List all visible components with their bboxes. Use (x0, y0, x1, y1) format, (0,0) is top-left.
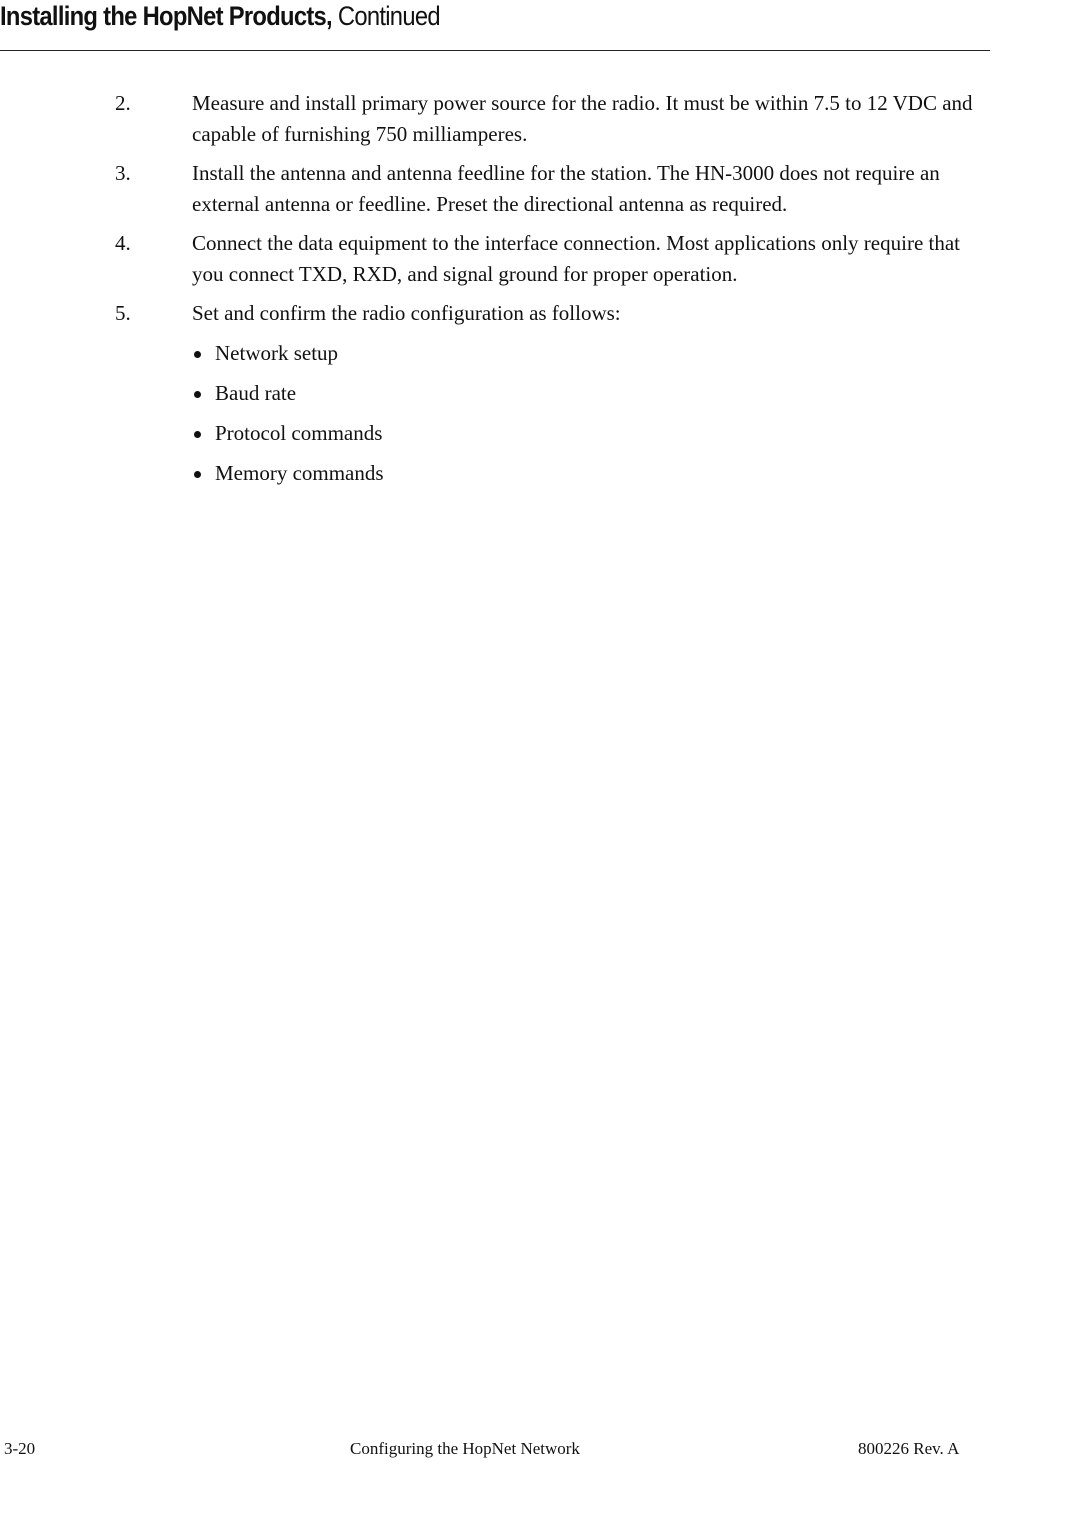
list-item-label: Protocol commands (215, 421, 383, 445)
step-text: Measure and install primary power source for the radio. It must be within 7.5 to 12 VDC and capable of furnishing 750 milliamperes. (192, 91, 973, 146)
list-item (192, 338, 1066, 369)
bullet-icon (194, 471, 201, 478)
bullet-icon (194, 391, 201, 398)
list-item (192, 458, 1066, 489)
list-item (192, 418, 1066, 449)
step-number: 2. (115, 91, 131, 115)
list-item-label: Baud rate (215, 381, 297, 405)
page-title-main: Installing the HopNet Products, (0, 1, 332, 31)
page-title (0, 0, 440, 32)
installation-steps (0, 88, 1066, 498)
step-number: 5. (115, 301, 131, 325)
bullet-icon (194, 431, 201, 438)
configuration-list (192, 338, 1066, 489)
step-text: Connect the data equipment to the interface connection. Most applications only require that you connect TXD, RXD, and signal ground for proper operation. (192, 231, 961, 286)
step-text: Set and confirm the radio configuration as follows: (192, 301, 621, 325)
step-number: 3. (115, 161, 131, 185)
header-divider (0, 50, 990, 51)
step-item (0, 158, 1066, 220)
step-item (0, 228, 1066, 290)
step-item (0, 88, 1066, 150)
step-number: 4. (115, 231, 131, 255)
list-item (192, 378, 1066, 409)
footer-document-id: 800226 Rev. A (858, 1439, 960, 1458)
list-item-label: Memory commands (215, 461, 384, 485)
page-title-continued: Continued (337, 1, 440, 31)
list-item-label: Network setup (215, 341, 339, 365)
step-text: Install the antenna and antenna feedline for the station. The HN-3000 does not require an external antenna or feedline. Preset the directional antenna as required. (192, 161, 940, 216)
step-item (0, 298, 1066, 489)
footer-section-title: Configuring the HopNet Network (350, 1439, 580, 1458)
footer-page-number: 3-20 (4, 1439, 36, 1458)
bullet-icon (194, 351, 201, 358)
